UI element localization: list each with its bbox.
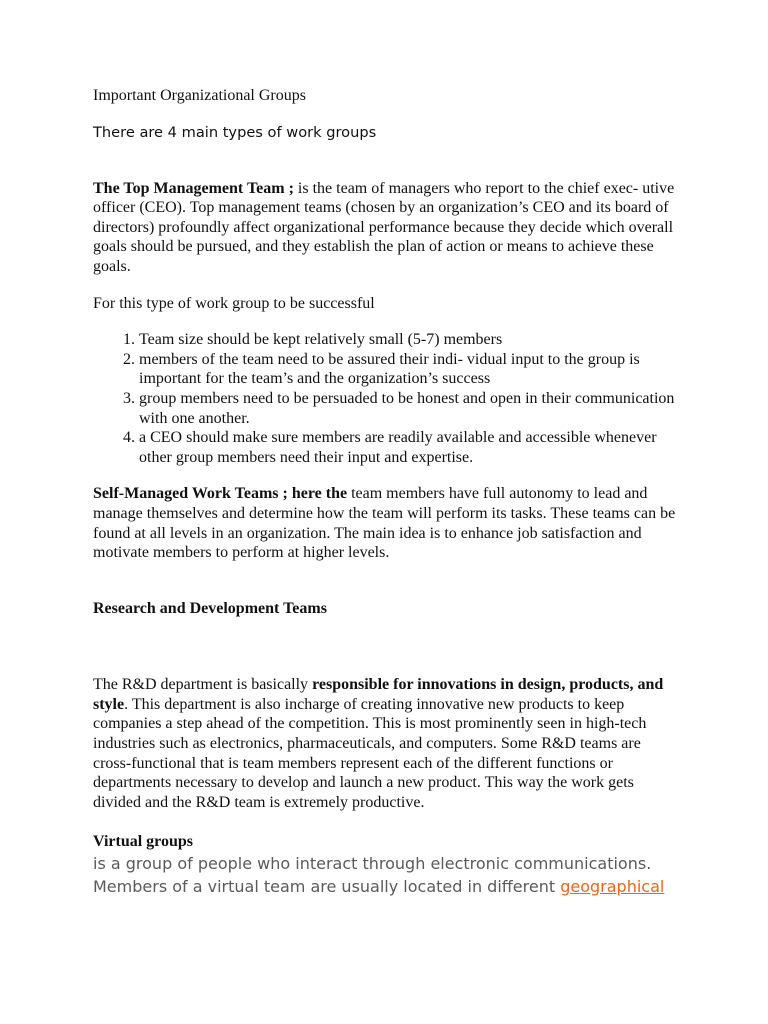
rd-heading — [93, 599, 678, 619]
virtual-heading — [93, 832, 678, 852]
self-managed-heading: Self-Managed Work Teams ; here the — [93, 485, 348, 503]
top-management-heading: The Top Management Team ; — [93, 179, 294, 197]
rd-paragraph — [93, 675, 678, 812]
geographical-link[interactable]: geographical — [560, 877, 665, 897]
rd-body-pre: The R&D department is basically — [93, 676, 313, 694]
rd-body-bold: responsible for innovations in design, products, and style — [93, 676, 664, 713]
intro-text: There are 4 main types of work groups — [93, 123, 377, 141]
virtual-body: is a group of people who interact through electronic communications. Members of a virtual team are usually located in different — [93, 854, 652, 897]
list-item: 1. Team size should be kept relatively small (5-7) members — [139, 330, 678, 350]
rd-heading-text: Research and Development Teams — [93, 599, 327, 617]
list-item: 2. members of the team need to be assured their indi- vidual input to the group is important for the team’s and the organization’s success — [139, 350, 678, 389]
top-management-body: is the team of managers who report to the chief exec- utive officer (CEO). Top management teams (chosen by an organization’s CEO and its board of directors) profoundly affect organizational performance because they decide which overall goals should be pursued, and they establish the plan of action or means to achieve these goals. — [93, 179, 675, 275]
list-item: 4. a CEO should make sure members are readily available and accessible whenever other group members need their input and expertise. — [139, 428, 678, 467]
success-list — [93, 330, 678, 467]
self-managed-paragraph — [93, 484, 678, 562]
rd-body-post: . This department is also incharge of creating innovative new products to keep companies a step ahead of the competition. This is most prominently seen in high-tech industries such as electronics, pharmaceuticals, and computers. Some R&D teams are cross-functional that is team members represent each of the different functions or departments necessary to develop and launch a new product. This way the work gets divided and the R&D team is extremely productive. — [93, 695, 647, 811]
self-managed-body: team members have full autonomy to lead and manage themselves and determine how the team will perform its tasks. These teams can be found at all levels in an organization. The main idea is to enhance job satisfaction and motivate members to perform at higher levels. — [93, 485, 676, 562]
virtual-paragraph — [93, 852, 678, 898]
virtual-heading-text: Virtual groups — [93, 833, 194, 851]
list-item: 3. group members need to be persuaded to be honest and open in their communication with one another. — [139, 389, 678, 428]
document-title: Important Organizational Groups — [93, 87, 306, 104]
success-intro: For this type of work group to be successful — [93, 294, 375, 312]
top-management-paragraph — [93, 179, 678, 277]
